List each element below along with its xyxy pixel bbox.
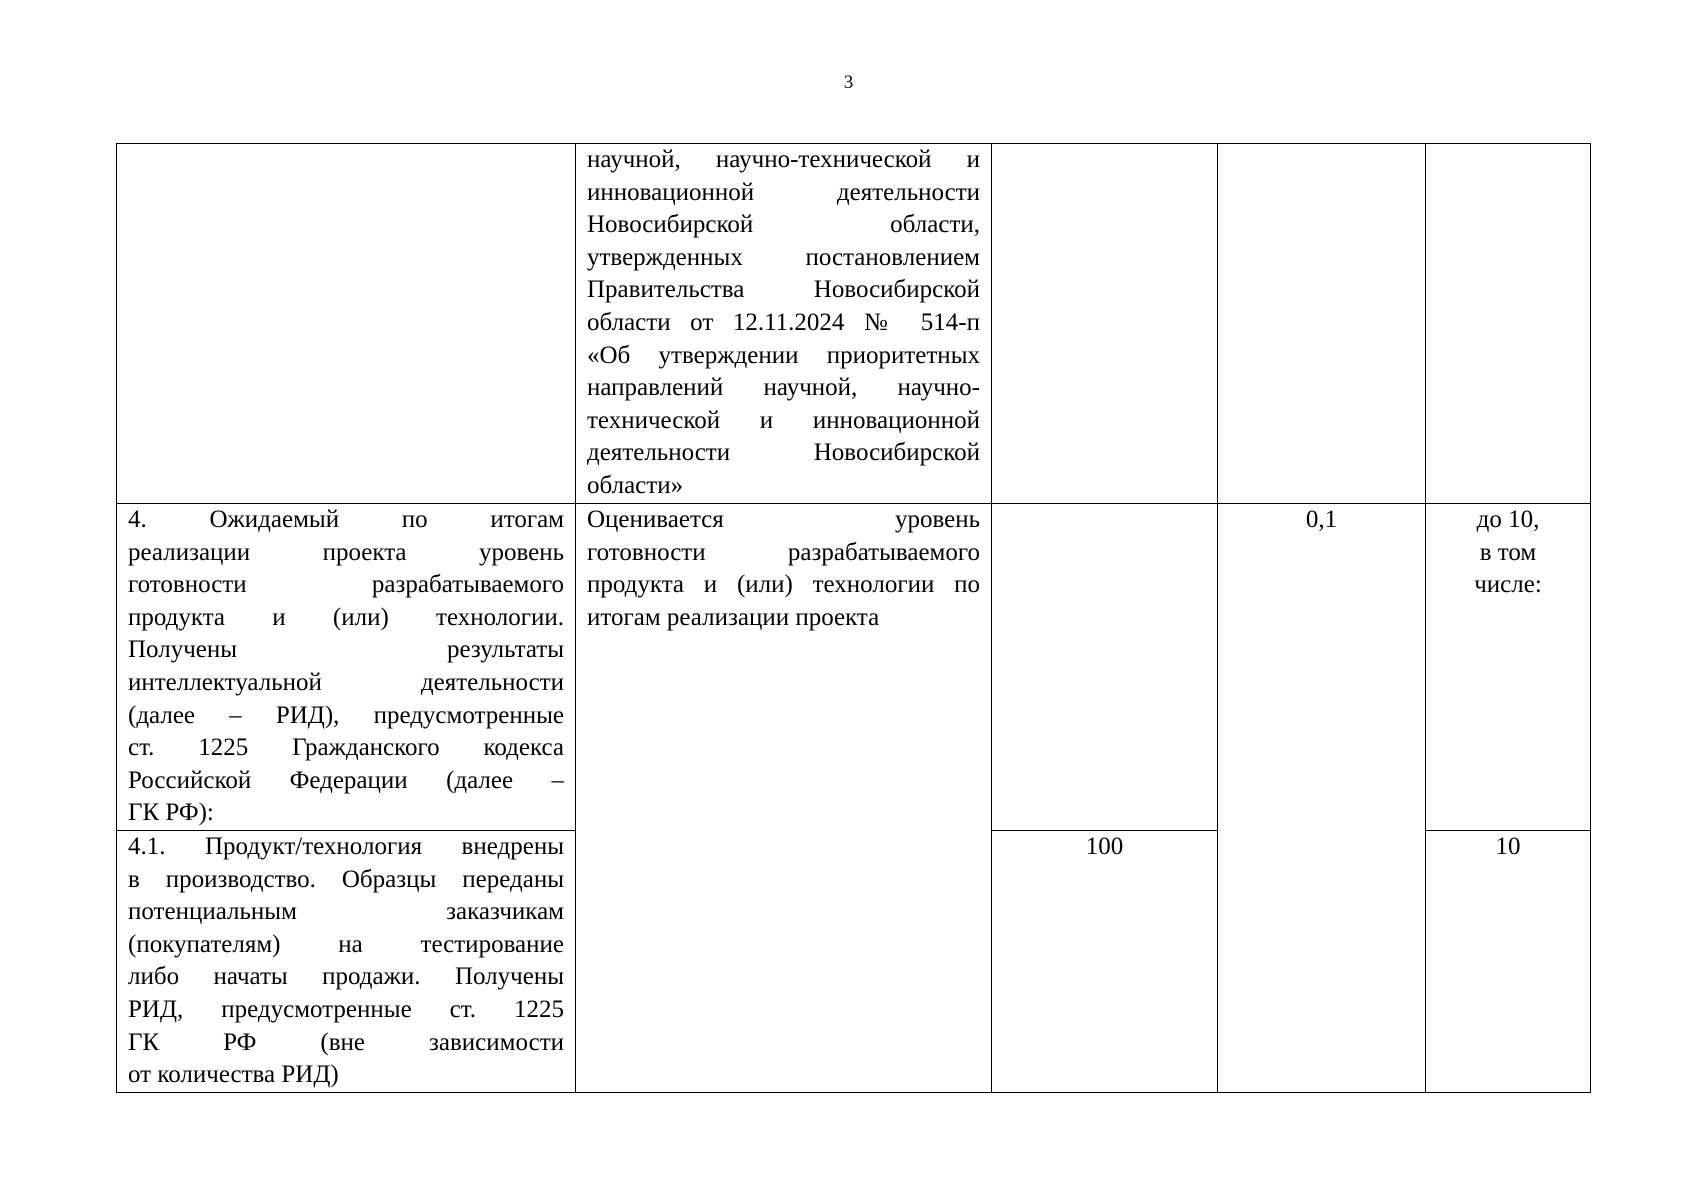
table-row [117, 504, 1591, 831]
text-line: деятельности Новосибирской [587, 439, 980, 467]
text-line: области» [587, 471, 684, 499]
text-line: готовности разрабатываемого [587, 538, 980, 566]
table-cell-description [576, 504, 992, 1093]
table-cell-max-score [1426, 144, 1591, 504]
text-line: (покупателям) на тестирование [128, 930, 564, 958]
text-line: продукта и (или) технологии. [128, 603, 564, 631]
text-line: инновационной деятельности [587, 178, 980, 206]
text-line: в производство. Образцы переданы [128, 865, 564, 893]
text-line: интеллектуальной деятельности [128, 668, 564, 696]
cell-text-block [128, 504, 564, 830]
table-cell-criterion [117, 831, 576, 1093]
table-cell-value [992, 144, 1218, 504]
text-line: Новосибирской области, [587, 211, 980, 239]
text-line: Получены результаты [128, 636, 564, 664]
text-line: ГК РФ (вне зависимости [128, 1028, 564, 1056]
text-line: готовности разрабатываемого [128, 571, 564, 599]
text-line: утвержденных постановлением [587, 243, 980, 271]
table-cell-weight [1218, 504, 1426, 1093]
text-line: реализации проекта уровень [128, 538, 564, 566]
text-line: (далее – РИД), предусмотренные [128, 701, 564, 729]
text-line: научной, научно-технической и [587, 146, 980, 173]
text-line: «Об утверждении приоритетных [587, 341, 980, 369]
text-line: до 10, [1476, 506, 1540, 533]
table-row [117, 144, 1591, 504]
text-line: РИД, предусмотренные ст. 1225 [128, 995, 564, 1023]
criteria-table [116, 143, 1591, 1093]
table-cell-criterion [117, 144, 576, 504]
text-line: в том [1479, 538, 1537, 566]
text-line: Оценивается уровень [587, 506, 980, 533]
text-line: числе: [1474, 571, 1542, 599]
cell-text-block [587, 144, 980, 503]
table-cell-description [576, 144, 992, 504]
text-line: либо начаты продажи. Получены [128, 963, 564, 991]
table-cell-value [992, 504, 1218, 831]
cell-text-block [587, 504, 980, 634]
table-cell-weight [1218, 144, 1426, 504]
weight-value: 0,1 [1305, 506, 1338, 533]
text-line: продукта и (или) технологии по [587, 571, 980, 599]
text-line: от количества РИД) [128, 1061, 339, 1089]
table-cell-max-score [1426, 831, 1591, 1093]
text-line: технической и инновационной [587, 406, 980, 434]
text-line: 4. Ожидаемый по итогам [128, 506, 564, 533]
text-line: Правительства Новосибирской [587, 276, 980, 304]
score-value: 100 [1085, 833, 1124, 860]
text-line: потенциальным заказчикам [128, 898, 564, 926]
text-line: направлений научной, научно- [587, 374, 980, 402]
table-cell-max-score [1426, 504, 1591, 831]
cell-text-block [128, 831, 564, 1092]
text-line: ГК РФ): [128, 799, 214, 827]
max-score-lines [1437, 504, 1579, 602]
text-line: Российской Федерации (далее – [128, 766, 564, 794]
text-line: итогам реализации проекта [587, 603, 880, 631]
text-line: 4.1. Продукт/технология внедрены [128, 833, 564, 860]
text-line: области от 12.11.2024 № 514-п [587, 308, 980, 336]
text-line: ст. 1225 Гражданского кодекса [128, 734, 564, 762]
max-score-value: 10 [1495, 833, 1521, 860]
page-number: 3 [843, 72, 854, 93]
table-cell-criterion [117, 504, 576, 831]
table-cell-value [992, 831, 1218, 1093]
